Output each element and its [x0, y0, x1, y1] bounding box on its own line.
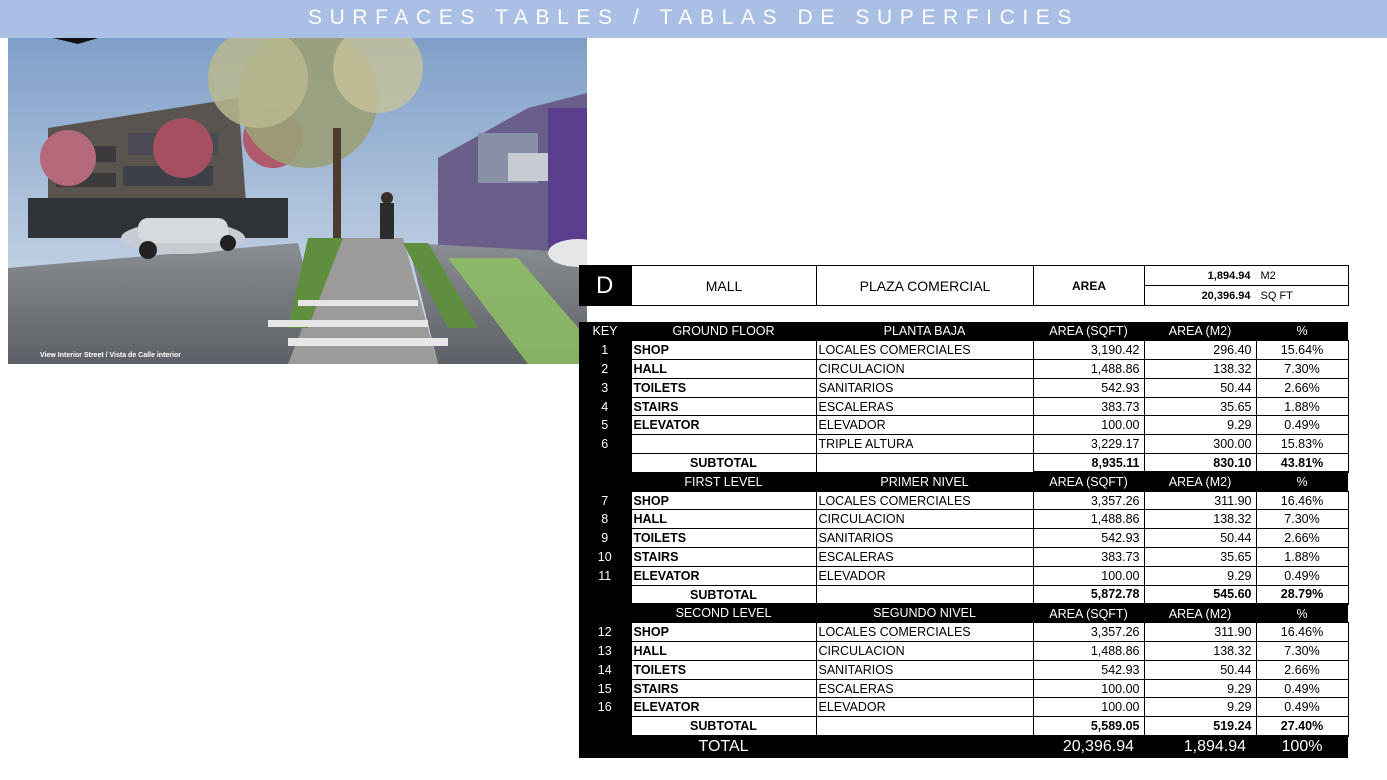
row-name-en: STAIRS [631, 397, 816, 416]
row-area-m2: 35.65 [1144, 548, 1256, 567]
table-row [579, 416, 1348, 435]
area-label: AREA [1034, 266, 1145, 306]
row-area-sqft: 383.73 [1033, 397, 1144, 416]
row-area-sqft: 100.00 [1033, 416, 1144, 435]
area-m2-unit: M2 [1257, 266, 1349, 286]
subtotal-area-m2: 830.10 [1144, 454, 1256, 473]
row-area-m2: 9.29 [1144, 679, 1256, 698]
row-key: 1 [579, 341, 631, 360]
key-column-header: KEY [579, 322, 631, 341]
key-column-header [579, 472, 631, 491]
column-header-percent: % [1256, 604, 1348, 623]
table-row [579, 660, 1348, 679]
subtotal-area-m2: 545.60 [1144, 585, 1256, 604]
row-area-m2: 50.44 [1144, 378, 1256, 397]
row-area-m2: 35.65 [1144, 397, 1256, 416]
subtotal-area-m2: 519.24 [1144, 717, 1256, 736]
row-area-m2: 50.44 [1144, 529, 1256, 548]
subtotal-key-spacer [579, 717, 631, 736]
row-name-en: STAIRS [631, 679, 816, 698]
subtotal-area-sqft: 5,872.78 [1033, 585, 1144, 604]
row-name-en: HALL [631, 360, 816, 379]
row-key: 7 [579, 491, 631, 510]
column-header-percent: % [1256, 322, 1348, 341]
table-row [579, 491, 1348, 510]
row-area-m2: 300.00 [1144, 435, 1256, 454]
section-title-en: FIRST LEVEL [631, 472, 816, 491]
row-area-m2: 311.90 [1144, 491, 1256, 510]
row-name-en: ELEVATOR [631, 416, 816, 435]
row-area-sqft: 100.00 [1033, 698, 1144, 717]
subtotal-percent: 27.40% [1256, 717, 1348, 736]
total-percent: 100% [1256, 736, 1348, 758]
row-area-sqft: 1,488.86 [1033, 360, 1144, 379]
table-row [579, 435, 1348, 454]
title-banner [0, 0, 1387, 38]
table-row [579, 529, 1348, 548]
row-key: 10 [579, 548, 631, 567]
table-row [579, 698, 1348, 717]
row-percent: 7.30% [1256, 510, 1348, 529]
subtotal-empty-cell [816, 585, 1033, 604]
section-header-row [579, 604, 1348, 623]
table-row [579, 642, 1348, 661]
row-area-sqft: 3,190.42 [1033, 341, 1144, 360]
column-header-m2: AREA (M2) [1144, 604, 1256, 623]
row-name-es: ESCALERAS [816, 397, 1033, 416]
building-letter: D [580, 266, 632, 306]
row-area-sqft: 1,488.86 [1033, 510, 1144, 529]
row-percent: 2.66% [1256, 378, 1348, 397]
row-name-es: ELEVADOR [816, 566, 1033, 585]
row-area-m2: 9.29 [1144, 566, 1256, 585]
section-title-es: SEGUNDO NIVEL [816, 604, 1033, 623]
row-percent: 2.66% [1256, 529, 1348, 548]
row-percent: 15.83% [1256, 435, 1348, 454]
row-area-sqft: 542.93 [1033, 378, 1144, 397]
page-title: SURFACES TABLES / TABLAS DE SUPERFICIES [308, 6, 1079, 29]
row-area-m2: 138.32 [1144, 360, 1256, 379]
row-name-es: ESCALERAS [816, 679, 1033, 698]
subtotal-row [579, 717, 1348, 736]
row-area-m2: 9.29 [1144, 698, 1256, 717]
row-name-es: ELEVADOR [816, 416, 1033, 435]
row-key: 2 [579, 360, 631, 379]
area-sqft-unit: SQ FT [1257, 286, 1349, 306]
row-key: 9 [579, 529, 631, 548]
row-key: 3 [579, 378, 631, 397]
table-row [579, 341, 1348, 360]
table-row [579, 510, 1348, 529]
surfaces-table-body [579, 322, 1348, 758]
row-area-m2: 50.44 [1144, 660, 1256, 679]
row-name-es: LOCALES COMERCIALES [816, 623, 1033, 642]
subtotal-empty-cell [816, 454, 1033, 473]
row-name-en: SHOP [631, 341, 816, 360]
row-key: 5 [579, 416, 631, 435]
row-name-en: SHOP [631, 491, 816, 510]
total-area-m2: 1,894.94 [1144, 736, 1256, 758]
row-name-es: CIRCULACION [816, 642, 1033, 661]
row-name-es: LOCALES COMERCIALES [816, 341, 1033, 360]
table-row [579, 397, 1348, 416]
subtotal-label: SUBTOTAL [631, 454, 816, 473]
surfaces-table [579, 322, 1349, 758]
column-header-m2: AREA (M2) [1144, 472, 1256, 491]
row-percent: 1.88% [1256, 548, 1348, 567]
table-row [579, 566, 1348, 585]
column-header-sqft: AREA (SQFT) [1033, 604, 1144, 623]
row-name-es: SANITARIOS [816, 378, 1033, 397]
summary-header-table [579, 265, 1349, 306]
row-percent: 16.46% [1256, 491, 1348, 510]
subtotal-row [579, 454, 1348, 473]
row-percent: 0.49% [1256, 416, 1348, 435]
row-area-sqft: 100.00 [1033, 566, 1144, 585]
section-header-row [579, 472, 1348, 491]
subtotal-label: SUBTOTAL [631, 585, 816, 604]
total-key-spacer [579, 736, 631, 758]
row-key: 15 [579, 679, 631, 698]
row-key: 13 [579, 642, 631, 661]
row-key: 4 [579, 397, 631, 416]
total-label: TOTAL [631, 736, 816, 758]
table-row [579, 679, 1348, 698]
row-name-en: ELEVATOR [631, 566, 816, 585]
subtotal-percent: 43.81% [1256, 454, 1348, 473]
row-percent: 1.88% [1256, 397, 1348, 416]
table-row [579, 548, 1348, 567]
row-name-es: TRIPLE ALTURA [816, 435, 1033, 454]
row-area-sqft: 542.93 [1033, 660, 1144, 679]
subtotal-label: SUBTOTAL [631, 717, 816, 736]
row-key: 14 [579, 660, 631, 679]
row-key: 16 [579, 698, 631, 717]
section-title-en: GROUND FLOOR [631, 322, 816, 341]
table-row [579, 623, 1348, 642]
row-name-es: CIRCULACION [816, 510, 1033, 529]
row-key: 12 [579, 623, 631, 642]
street-render-graphic [8, 38, 587, 364]
row-area-sqft: 3,357.26 [1033, 623, 1144, 642]
column-header-m2: AREA (M2) [1144, 322, 1256, 341]
total-area-sqft: 20,396.94 [1033, 736, 1144, 758]
subtotal-percent: 28.79% [1256, 585, 1348, 604]
section-title-en: SECOND LEVEL [631, 604, 816, 623]
row-percent: 7.30% [1256, 360, 1348, 379]
row-name-en: STAIRS [631, 548, 816, 567]
row-area-m2: 311.90 [1144, 623, 1256, 642]
row-name-es: CIRCULACION [816, 360, 1033, 379]
row-name-en: TOILETS [631, 660, 816, 679]
area-m2-value: 1,894.94 [1145, 266, 1257, 286]
row-name-es: ELEVADOR [816, 698, 1033, 717]
render-image [8, 38, 587, 364]
row-percent: 2.66% [1256, 660, 1348, 679]
row-percent: 0.49% [1256, 566, 1348, 585]
section-title-es: PRIMER NIVEL [816, 472, 1033, 491]
column-header-sqft: AREA (SQFT) [1033, 322, 1144, 341]
area-sqft-value: 20,396.94 [1145, 286, 1257, 306]
subtotal-row [579, 585, 1348, 604]
row-area-sqft: 3,357.26 [1033, 491, 1144, 510]
row-percent: 15.64% [1256, 341, 1348, 360]
row-area-sqft: 383.73 [1033, 548, 1144, 567]
column-header-percent: % [1256, 472, 1348, 491]
image-caption: View Interior Street / Vista de Calle interior [40, 352, 181, 359]
subtotal-area-sqft: 8,935.11 [1033, 454, 1144, 473]
subtotal-area-sqft: 5,589.05 [1033, 717, 1144, 736]
key-column-header [579, 604, 631, 623]
row-key: 6 [579, 435, 631, 454]
row-name-en: TOILETS [631, 529, 816, 548]
row-area-sqft: 542.93 [1033, 529, 1144, 548]
row-percent: 0.49% [1256, 679, 1348, 698]
row-area-m2: 138.32 [1144, 510, 1256, 529]
row-key: 8 [579, 510, 631, 529]
row-name-en: SHOP [631, 623, 816, 642]
section-header-row [579, 322, 1348, 341]
table-row [579, 360, 1348, 379]
row-area-sqft: 100.00 [1033, 679, 1144, 698]
row-area-m2: 138.32 [1144, 642, 1256, 661]
row-percent: 16.46% [1256, 623, 1348, 642]
row-name-en: ELEVATOR [631, 698, 816, 717]
row-name-en: HALL [631, 642, 816, 661]
row-name-en: TOILETS [631, 378, 816, 397]
row-key: 11 [579, 566, 631, 585]
total-empty-cell [816, 736, 1033, 758]
subtotal-key-spacer [579, 454, 631, 473]
row-area-m2: 296.40 [1144, 341, 1256, 360]
subtotal-key-spacer [579, 585, 631, 604]
subtotal-empty-cell [816, 717, 1033, 736]
row-name-es: ESCALERAS [816, 548, 1033, 567]
row-area-sqft: 3,229.17 [1033, 435, 1144, 454]
section-title-es: PLANTA BAJA [816, 322, 1033, 341]
row-area-sqft: 1,488.86 [1033, 642, 1144, 661]
row-name-es: SANITARIOS [816, 529, 1033, 548]
building-name-en: MALL [632, 266, 817, 306]
column-header-sqft: AREA (SQFT) [1033, 472, 1144, 491]
table-row [579, 378, 1348, 397]
row-name-es: SANITARIOS [816, 660, 1033, 679]
row-name-es: LOCALES COMERCIALES [816, 491, 1033, 510]
row-name-en: HALL [631, 510, 816, 529]
row-area-m2: 9.29 [1144, 416, 1256, 435]
row-name-en [631, 435, 816, 454]
row-percent: 0.49% [1256, 698, 1348, 717]
row-percent: 7.30% [1256, 642, 1348, 661]
total-row [579, 736, 1348, 758]
building-name-es: PLAZA COMERCIAL [817, 266, 1034, 306]
